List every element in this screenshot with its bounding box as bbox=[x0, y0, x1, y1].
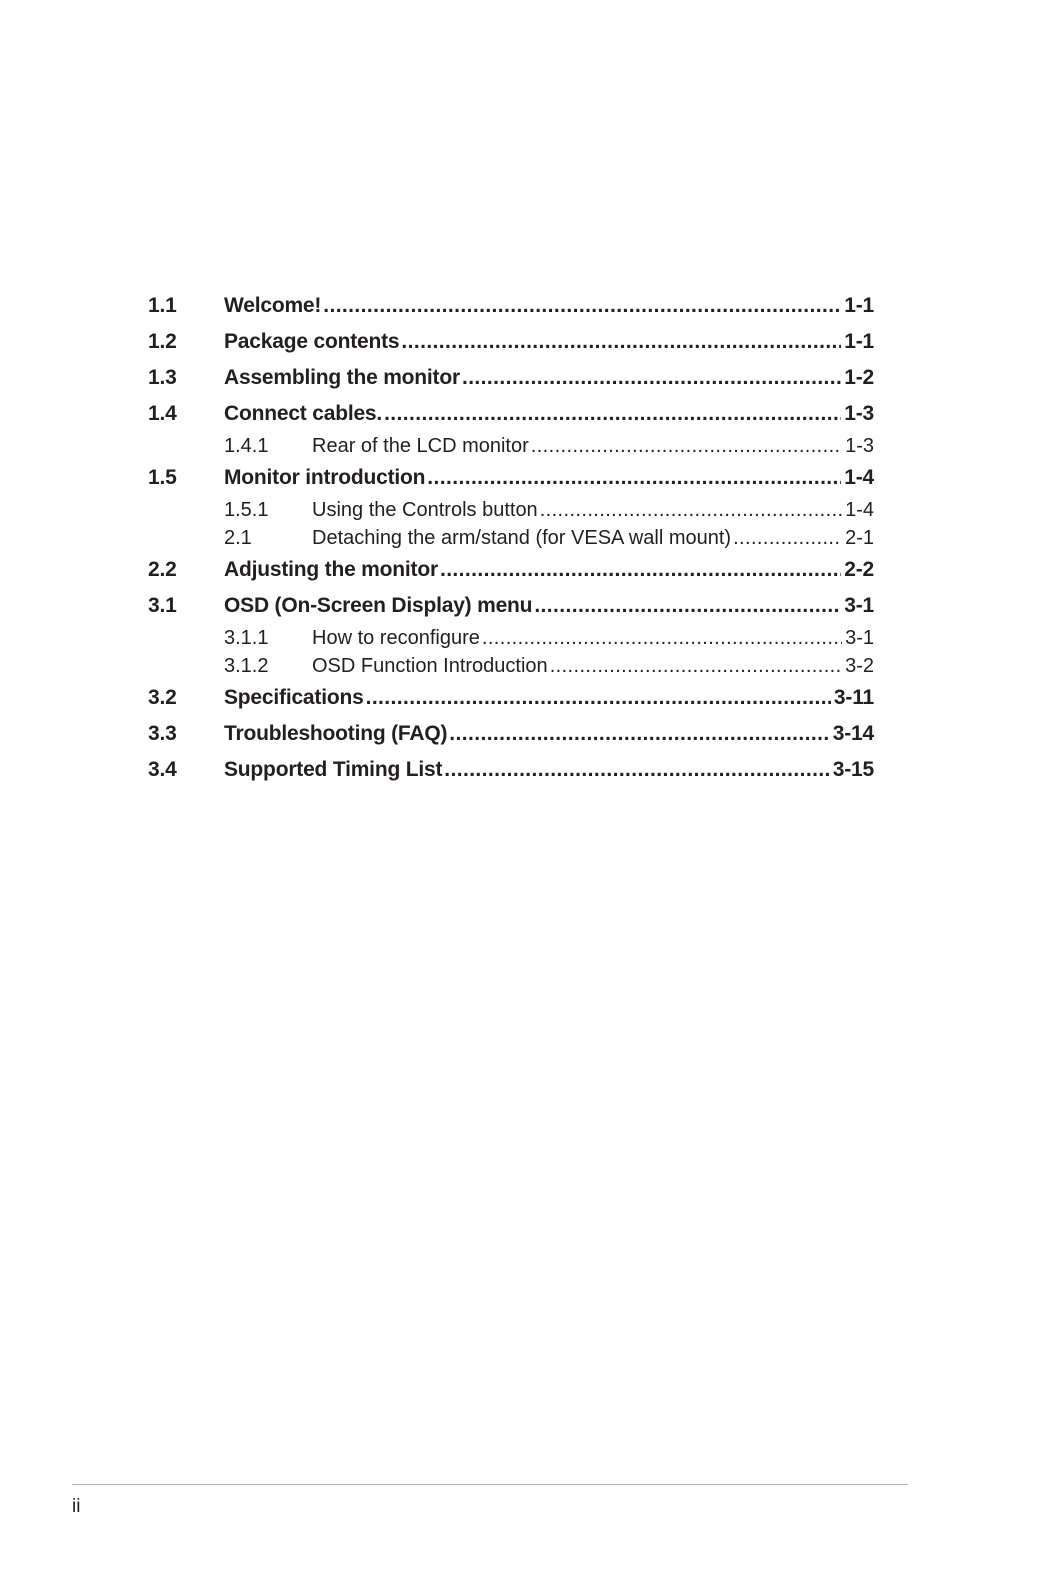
toc-section-title: Assembling the monitor bbox=[224, 366, 460, 389]
dot-leader bbox=[384, 396, 841, 432]
toc-page-ref: 3-14 bbox=[832, 722, 874, 745]
toc-section-title: Package contents bbox=[224, 330, 400, 353]
dot-leader bbox=[449, 716, 829, 752]
toc-page-ref: 1-4 bbox=[844, 466, 874, 489]
toc-section-title: Adjusting the monitor bbox=[224, 558, 438, 581]
toc-page-ref: 1-4 bbox=[845, 499, 874, 521]
toc-page-ref: 3-11 bbox=[833, 686, 874, 709]
toc-section-number: 3.2 bbox=[148, 686, 177, 709]
toc-section-number: 3.3 bbox=[148, 722, 177, 745]
toc-section-number: 1.5.1 bbox=[224, 499, 269, 521]
toc-section-number: 3.1.1 bbox=[224, 627, 269, 649]
toc-page-ref: 1-3 bbox=[845, 435, 874, 457]
toc-entry-1-4[interactable] bbox=[148, 396, 874, 432]
toc-section-title: Supported Timing List bbox=[224, 758, 443, 781]
dot-leader bbox=[440, 552, 841, 588]
dot-leader bbox=[427, 460, 841, 496]
toc-entry-1-2[interactable] bbox=[148, 324, 874, 360]
dot-leader bbox=[401, 324, 841, 360]
toc-page-ref: 1-1 bbox=[844, 330, 874, 353]
toc-section-number: 2.2 bbox=[148, 558, 177, 581]
toc-page-ref: 3-2 bbox=[845, 655, 874, 677]
toc-entry-1-5-1[interactable] bbox=[148, 496, 874, 524]
toc-entry-3-1[interactable] bbox=[148, 588, 874, 624]
toc-section-title: Detaching the arm/stand (for VESA wall mount) bbox=[312, 527, 732, 549]
toc-section-title: Troubleshooting (FAQ) bbox=[224, 722, 448, 745]
toc-page-ref: 2-1 bbox=[845, 527, 874, 549]
dot-leader bbox=[444, 752, 830, 788]
dot-leader bbox=[482, 624, 842, 652]
toc-page-ref: 1-1 bbox=[844, 294, 874, 317]
toc-entry-3-4[interactable] bbox=[148, 752, 874, 788]
table-of-contents bbox=[148, 288, 874, 788]
toc-section-number: 1.4 bbox=[148, 402, 177, 425]
toc-section-title: How to reconfigure bbox=[312, 627, 480, 649]
toc-section-number: 1.5 bbox=[148, 466, 177, 489]
toc-section-number: 1.1 bbox=[148, 294, 177, 317]
toc-section-number: 2.1 bbox=[224, 527, 252, 549]
toc-section-number: 3.1.2 bbox=[224, 655, 269, 677]
toc-entry-3-1-1[interactable] bbox=[148, 624, 874, 652]
toc-section-title: Rear of the LCD monitor bbox=[312, 435, 529, 457]
toc-entry-2-2[interactable] bbox=[148, 552, 874, 588]
footer-divider bbox=[72, 1484, 908, 1485]
toc-entry-3-2[interactable] bbox=[148, 680, 874, 716]
toc-entry-2-1[interactable] bbox=[148, 524, 874, 552]
toc-section-title: Welcome! bbox=[224, 294, 322, 317]
dot-leader bbox=[531, 432, 842, 460]
toc-entry-1-1[interactable] bbox=[148, 288, 874, 324]
toc-page-ref: 2-2 bbox=[844, 558, 874, 581]
dot-leader bbox=[462, 360, 841, 396]
dot-leader bbox=[366, 680, 831, 716]
dot-leader bbox=[550, 652, 842, 680]
toc-section-title: OSD (On-Screen Display) menu bbox=[224, 594, 533, 617]
dot-leader bbox=[733, 524, 842, 552]
toc-page-ref: 1-3 bbox=[844, 402, 874, 425]
toc-section-number: 3.1 bbox=[148, 594, 177, 617]
page-number: ii bbox=[72, 1496, 81, 1517]
toc-section-title: Specifications bbox=[224, 686, 364, 709]
dot-leader bbox=[534, 588, 841, 624]
toc-section-title: OSD Function Introduction bbox=[312, 655, 548, 677]
toc-page-ref: 3-1 bbox=[844, 594, 874, 617]
dot-leader bbox=[540, 496, 842, 524]
toc-section-number: 1.4.1 bbox=[224, 435, 269, 457]
toc-section-title: Using the Controls button bbox=[312, 499, 538, 521]
toc-section-number: 1.2 bbox=[148, 330, 177, 353]
toc-section-title: Connect cables. bbox=[224, 402, 383, 425]
toc-page-ref: 3-1 bbox=[845, 627, 874, 649]
toc-section-title: Monitor introduction bbox=[224, 466, 426, 489]
toc-entry-1-5[interactable] bbox=[148, 460, 874, 496]
toc-page-ref: 1-2 bbox=[844, 366, 874, 389]
toc-section-number: 1.3 bbox=[148, 366, 177, 389]
toc-entry-1-4-1[interactable] bbox=[148, 432, 874, 460]
toc-page-ref: 3-15 bbox=[832, 758, 874, 781]
dot-leader bbox=[323, 288, 841, 324]
toc-entry-1-3[interactable] bbox=[148, 360, 874, 396]
toc-section-number: 3.4 bbox=[148, 758, 177, 781]
toc-entry-3-3[interactable] bbox=[148, 716, 874, 752]
toc-entry-3-1-2[interactable] bbox=[148, 652, 874, 680]
